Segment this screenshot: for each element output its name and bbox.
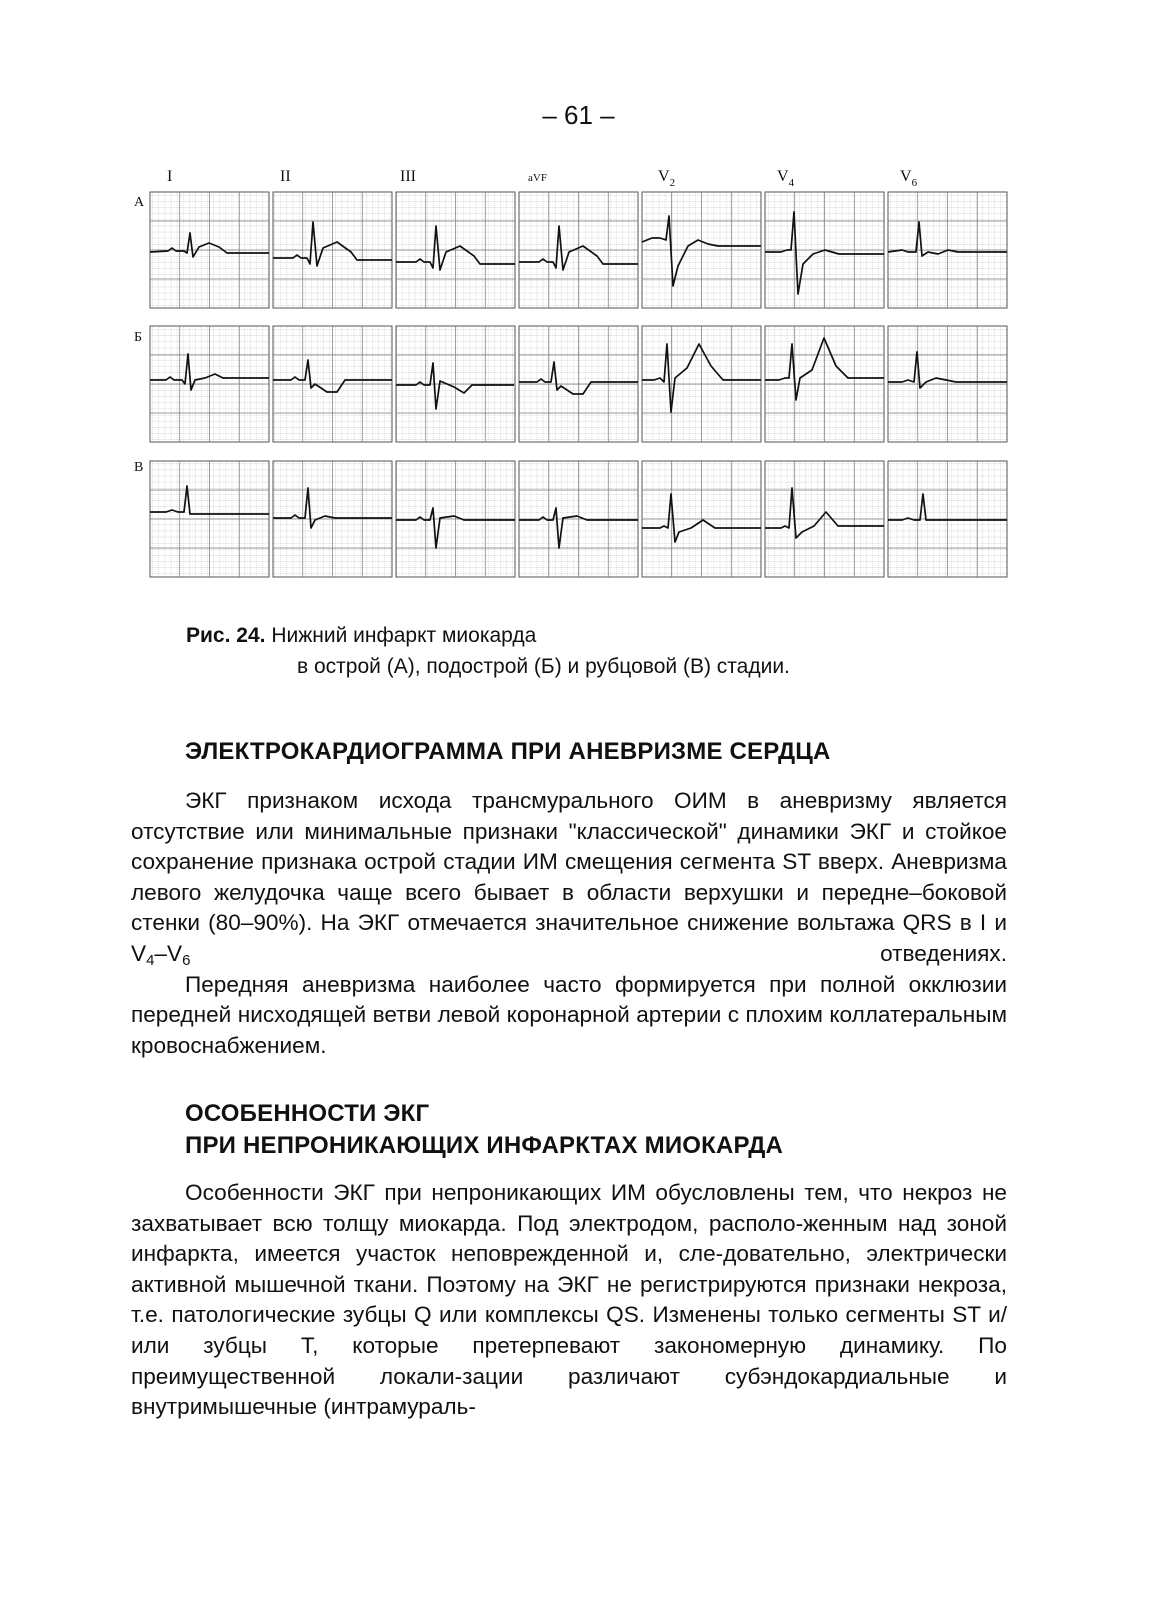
ecg-panel [150, 192, 269, 308]
ecg-panel [273, 461, 392, 577]
ecg-panel [888, 326, 1007, 442]
ecg-panel [888, 461, 1007, 577]
ecg-panel [642, 326, 761, 442]
ecg-panel [765, 461, 884, 577]
section-body-aneurysm [131, 786, 1007, 1061]
ecg-panel [888, 192, 1007, 308]
lead-label: $V_6$ [900, 168, 918, 189]
ecg-figure [0, 0, 1157, 600]
page-number: – 61 – [542, 100, 615, 130]
row-label: А [134, 195, 145, 210]
ecg-panel [642, 192, 761, 308]
paragraph-2: Передняя аневризма наиболее часто формируется при полной окклюзии передней нисходящей ветви левой коронарной артерии с плохим коллатеральным кровоснабжением. [131, 971, 1007, 1058]
lead-label: aVF [528, 172, 547, 184]
figure-caption [186, 620, 790, 682]
ecg-panel [396, 192, 515, 308]
ecg-panel [765, 192, 884, 308]
lead-label: I [167, 168, 173, 185]
row-label: Б [134, 330, 143, 345]
ecg-panel [396, 326, 515, 442]
section-body-nonpenetrating [131, 1178, 1007, 1423]
lead-label: II [280, 168, 291, 185]
ecg-panel [642, 461, 761, 577]
lead-label: $V_4$ [777, 168, 795, 189]
caption-label: Рис. 24. [186, 624, 266, 647]
paragraph-3: Особенности ЭКГ при непроникающих ИМ обусловлены тем, что некроз не захватывает всю толщу миокарда. Под электродом, располо-женным над зоной инфаркта, имеется участок неповрежденной и, сле-довательно, электрически активной мышечной ткани. Поэтому на ЭКГ не регистрируются признаки некроза, т.е. патологические зубцы Q или комплексы QS. Изменены только сегменты ST и/или зубцы T, которые претерпевают закономерную динамику. По преимущественной локали-зации различают субэндокардиальные и внутримышечные (интрамураль- [131, 1180, 1007, 1420]
paragraph-1: ЭКГ признаком исхода трансмурального ОИМ в аневризму является отсутствие или минимальные признаки "классической" динамики ЭКГ и стойкое сохранение признака острой стадии ИМ смещения сегмента ST вверх. Аневризма левого желудочка чаще всего бывает в области верхушки и передне–боковой стенки (80–90%). На ЭКГ отмечается значительное снижение вольтажа QRS в I и $V_4-V_6$ отведениях. [131, 788, 1007, 969]
ecg-panel [396, 461, 515, 577]
ecg-panel [150, 461, 269, 577]
ecg-panel [765, 326, 884, 442]
section-heading-nonpenetrating [185, 1098, 783, 1162]
ecg-panel [519, 461, 638, 577]
lead-label: III [400, 168, 416, 185]
caption-line-2: в острой (А), подострой (Б) и рубцовой (В) стадии. [297, 655, 790, 678]
ecg-panel [150, 326, 269, 442]
heading-line-2: ПРИ НЕПРОНИКАЮЩИХ ИНФАРКТАХ МИОКАРДА [185, 1132, 784, 1159]
ecg-panel [519, 192, 638, 308]
ecg-panel [273, 192, 392, 308]
row-label: В [134, 460, 144, 475]
section-heading-aneurysm: ЭЛЕКТРОКАРДИОГРАММА ПРИ АНЕВРИЗМЕ СЕРДЦА [185, 738, 831, 765]
ecg-panel [273, 326, 392, 442]
ecg-panel [519, 326, 638, 442]
heading-line-1: ОСОБЕННОСТИ ЭКГ [185, 1100, 430, 1127]
lead-label: $V_2$ [658, 168, 676, 189]
caption-line-1: Нижний инфаркт миокарда [271, 624, 537, 647]
